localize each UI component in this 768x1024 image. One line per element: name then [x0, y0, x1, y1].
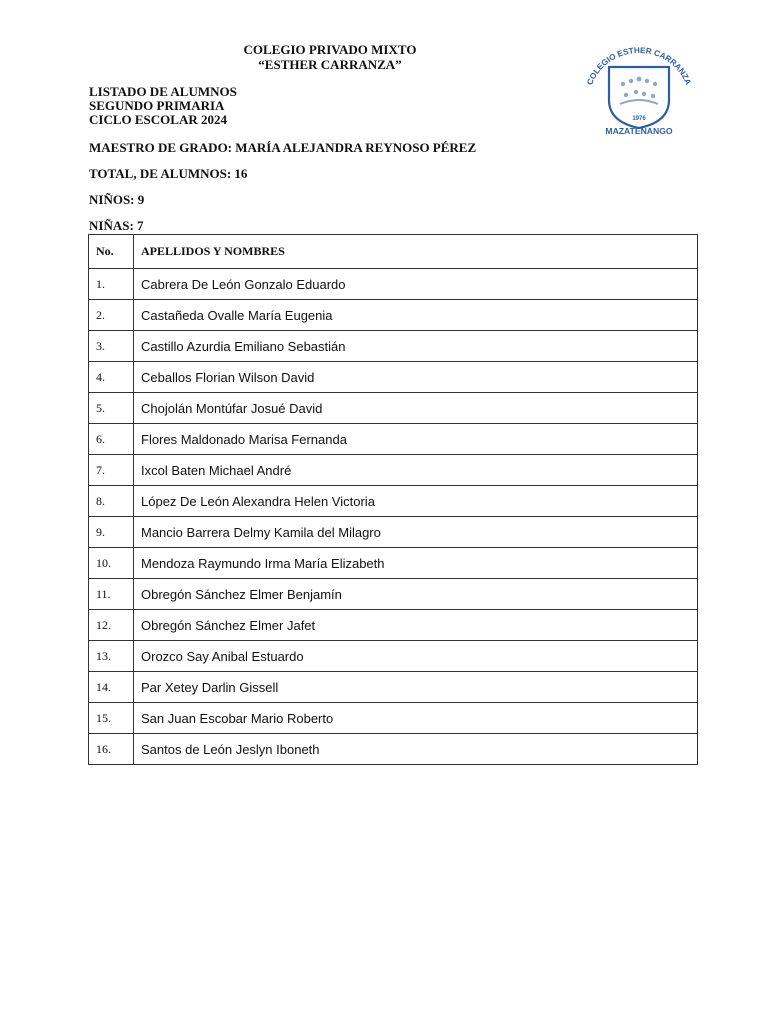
table-row	[89, 548, 698, 579]
row-number: 10.	[89, 548, 134, 579]
school-header	[180, 42, 480, 72]
row-number: 2.	[89, 300, 134, 331]
table-row	[89, 734, 698, 765]
table-row	[89, 424, 698, 455]
row-number: 4.	[89, 362, 134, 393]
student-name: Mancio Barrera Delmy Kamila del Milagro	[134, 517, 698, 548]
logo-top-text: COLEGIO ESTHER CARRANZA	[585, 45, 693, 87]
row-number: 1.	[89, 269, 134, 300]
row-number: 13.	[89, 641, 134, 672]
table-row	[89, 331, 698, 362]
table-row	[89, 300, 698, 331]
row-number: 16.	[89, 734, 134, 765]
student-name: López De León Alexandra Helen Victoria	[134, 486, 698, 517]
teacher-label: MAESTRO DE GRADO: MARÍA ALEJANDRA REYNOSO PÉREZ	[89, 140, 477, 155]
listing-info	[89, 85, 237, 127]
school-logo	[576, 40, 702, 140]
table-row	[89, 672, 698, 703]
student-name: Ceballos Florian Wilson David	[134, 362, 698, 393]
table-row	[89, 362, 698, 393]
student-name: Cabrera De León Gonzalo Eduardo	[134, 269, 698, 300]
student-name: San Juan Escobar Mario Roberto	[134, 703, 698, 734]
student-name: Castañeda Ovalle María Eugenia	[134, 300, 698, 331]
logo-year: 1976	[632, 116, 646, 122]
row-number: 8.	[89, 486, 134, 517]
table-row	[89, 269, 698, 300]
column-header-number: No.	[89, 235, 134, 269]
table-row	[89, 517, 698, 548]
table-row	[89, 455, 698, 486]
row-number: 14.	[89, 672, 134, 703]
student-name: Castillo Azurdia Emiliano Sebastián	[134, 331, 698, 362]
logo-figures-icon	[620, 77, 658, 104]
student-name: Mendoza Raymundo Irma María Elizabeth	[134, 548, 698, 579]
school-name-line2: “ESTHER CARRANZA”	[258, 57, 402, 72]
row-number: 9.	[89, 517, 134, 548]
girls-count-label: NIÑAS: 7	[89, 218, 144, 233]
row-number: 3.	[89, 331, 134, 362]
student-name: Ixcol Baten Michael André	[134, 455, 698, 486]
row-number: 15.	[89, 703, 134, 734]
student-name: Chojolán Montúfar Josué David	[134, 393, 698, 424]
table-row	[89, 579, 698, 610]
student-name: Orozco Say Anibal Estuardo	[134, 641, 698, 672]
table-row	[89, 610, 698, 641]
table-header-row	[89, 235, 698, 269]
student-name: Par Xetey Darlin Gissell	[134, 672, 698, 703]
row-number: 11.	[89, 579, 134, 610]
school-year-label: CICLO ESCOLAR 2024	[89, 112, 227, 127]
row-number: 5.	[89, 393, 134, 424]
school-name-line1: COLEGIO PRIVADO MIXTO	[243, 42, 417, 57]
row-number: 12.	[89, 610, 134, 641]
column-header-names: APELLIDOS Y NOMBRES	[134, 235, 698, 269]
listing-title: LISTADO DE ALUMNOS	[89, 84, 237, 99]
student-table	[88, 234, 698, 765]
table-row	[89, 703, 698, 734]
table-row	[89, 641, 698, 672]
table-row	[89, 393, 698, 424]
student-name: Santos de León Jeslyn Iboneth	[134, 734, 698, 765]
row-number: 7.	[89, 455, 134, 486]
logo-city: MAZATENANGO	[605, 126, 673, 136]
table-row	[89, 486, 698, 517]
boys-count-label: NIÑOS: 9	[89, 192, 145, 207]
total-students-label: TOTAL, DE ALUMNOS: 16	[89, 166, 248, 181]
student-name: Flores Maldonado Marisa Fernanda	[134, 424, 698, 455]
student-name: Obregón Sánchez Elmer Jafet	[134, 610, 698, 641]
student-name: Obregón Sánchez Elmer Benjamín	[134, 579, 698, 610]
row-number: 6.	[89, 424, 134, 455]
grade-label: SEGUNDO PRIMARIA	[89, 98, 225, 113]
